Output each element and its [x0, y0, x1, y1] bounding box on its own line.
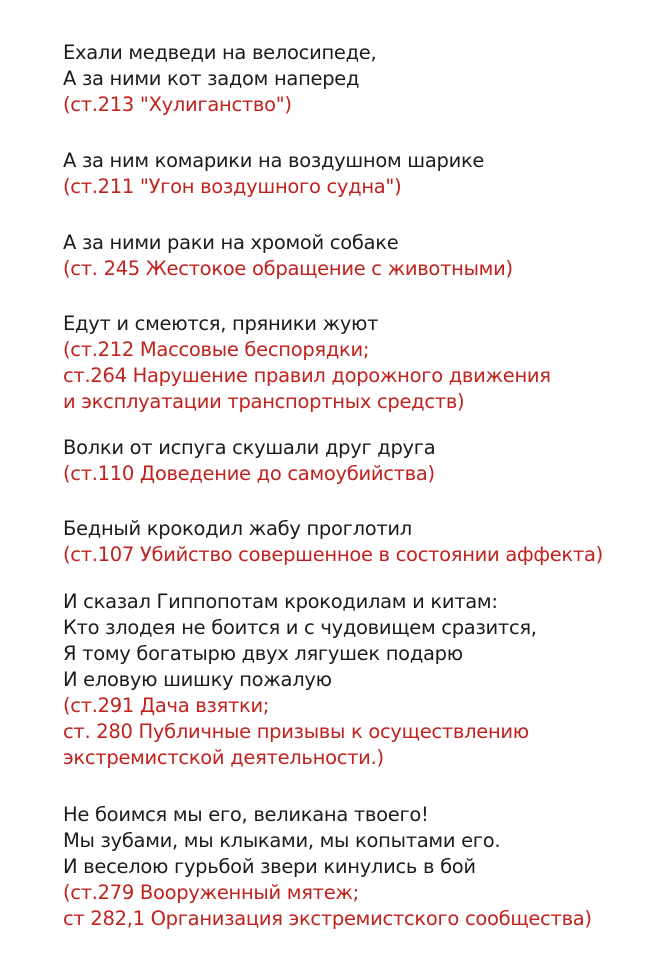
verse-line: А за ними раки на хромой собаке [63, 231, 399, 254]
article-note: экстремистской деятельности.) [63, 746, 384, 769]
verse-line: И сказал Гиппопотам крокодилам и китам: [63, 590, 498, 613]
verse-line: Мы зубами, мы клыками, мы копытами его. [63, 829, 501, 852]
stanza-6 [63, 516, 653, 568]
verse-line: Волки от испуга скушали друг друга [63, 436, 436, 459]
article-note: (ст.107 Убийство совершенное в состоянии аффекта) [63, 543, 603, 566]
stanza-2 [63, 148, 653, 200]
verse-line: Не боимся мы его, великана твоего! [63, 803, 429, 826]
article-note: (ст.291 Дача взятки; [63, 694, 270, 717]
stanza-7 [63, 589, 653, 771]
verse-line: Кто злодея не боится и с чудовищем сразится, [63, 616, 537, 639]
stanza-3 [63, 230, 653, 282]
stanza-1 [63, 40, 653, 118]
verse-line: А за ними кот задом наперед [63, 67, 360, 90]
stanza-4 [63, 311, 653, 415]
article-note: (ст.279 Вооруженный мятеж; [63, 881, 359, 904]
article-note: и эксплуатации транспортных средств) [63, 390, 465, 413]
stanza-8 [63, 802, 653, 932]
verse-line: И еловую шишку пожалую [63, 668, 332, 691]
poem-page [63, 40, 653, 932]
verse-line: Ехали медведи на велосипеде, [63, 41, 377, 64]
stanza-5 [63, 435, 653, 487]
article-note: (ст.211 "Угон воздушного судна") [63, 175, 402, 198]
verse-line: Бедный крокодил жабу проглотил [63, 517, 412, 540]
article-note: ст. 280 Публичные призывы к осуществлению [63, 720, 529, 743]
article-note: (ст. 245 Жестокое обращение с животными) [63, 257, 513, 280]
article-note: ст 282,1 Организация экстремистского сообщества) [63, 907, 592, 930]
article-note: ст.264 Нарушение правил дорожного движения [63, 364, 551, 387]
article-note: (ст.110 Доведение до самоубийства) [63, 462, 435, 485]
verse-line: Я тому богатырю двух лягушек подарю [63, 642, 463, 665]
article-note: (ст.213 "Хулиганство") [63, 93, 292, 116]
article-note: (ст.212 Массовые беспорядки; [63, 338, 370, 361]
verse-line: А за ним комарики на воздушном шарике [63, 149, 485, 172]
verse-line: Едут и смеются, пряники жуют [63, 312, 379, 335]
verse-line: И веселою гурьбой звери кинулись в бой [63, 855, 476, 878]
